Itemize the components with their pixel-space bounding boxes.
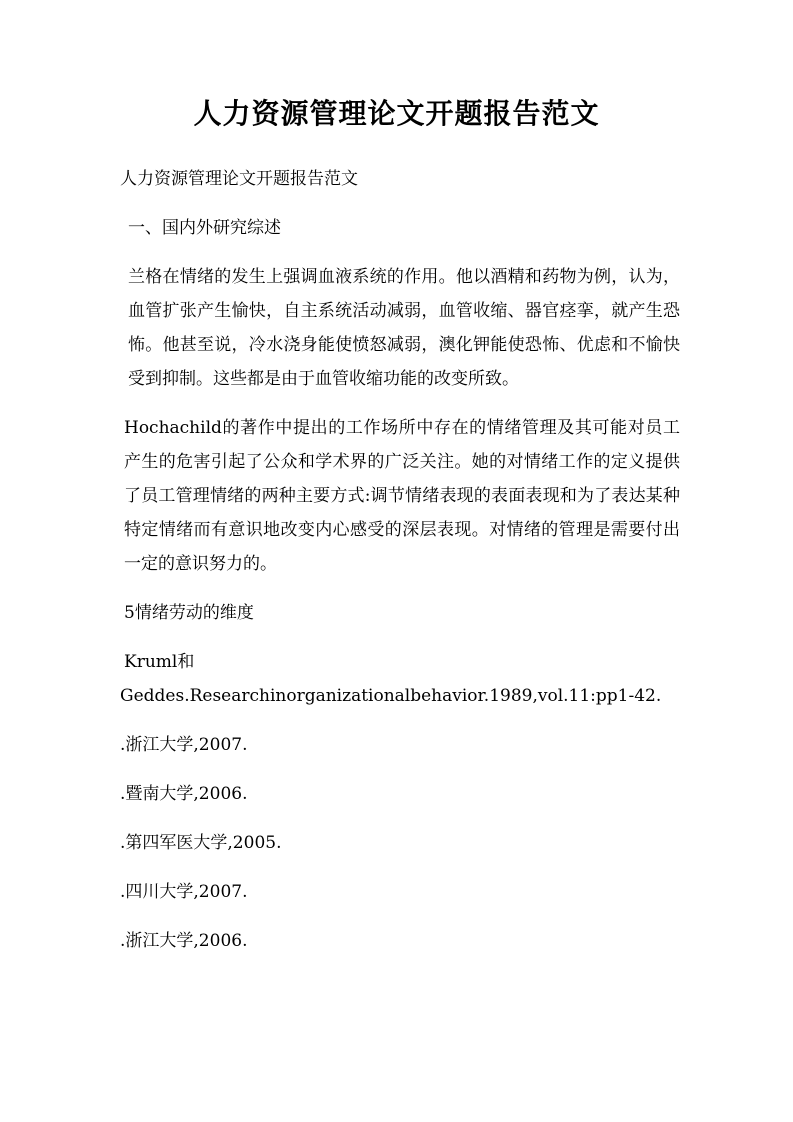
reference-line-2: Geddes.Researchinorganizationalbehavior.1989,vol.11:pp1-42. [120, 686, 662, 706]
reference-line-7: .浙江大学,2006. [120, 931, 248, 951]
paragraph-2: Hochachild的著作中提出的工作场所中存在的情绪管理及其可能对员工产生的危害引起了公众和学术界的广泛关注。她的对情绪工作的定义提供了员工管理情绪的两种主要方式:调节情绪表现的表面表现和为了表达某种特定情绪而有意识地改变内心感受的深层表现。对情绪的管理是需要付出一定的意识努力的。 [124, 418, 680, 574]
reference-line-4: .暨南大学,2006. [120, 784, 248, 804]
reference-line-3: .浙江大学,2007. [120, 735, 248, 755]
reference-line-6: .四川大学,2007. [120, 882, 248, 902]
paragraph-1: 兰格在情绪的发生上强调血液系统的作用。他以酒精和药物为例，认为，血管扩张产生愉快，自主系统活动减弱，血管收缩、器官痉挛，就产生恐怖。他甚至说，冷水浇身能使愤怒减弱，澳化钾能使恐怖、优虑和不愉快受到抑制。这些都是由于血管收缩功能的改变所致。 [128, 267, 680, 389]
document-title: 人力资源管理论文开题报告范文 [193, 97, 600, 130]
document-body [120, 162, 680, 973]
section-heading: 一、国内外研究综述 [128, 218, 281, 238]
reference-line-1: Kruml和 [124, 652, 195, 672]
subtitle: 人力资源管理论文开题报告范文 [120, 169, 358, 189]
reference-line-5: .第四军医大学,2005. [120, 833, 282, 853]
subheading: 5情绪劳动的维度 [124, 603, 254, 623]
